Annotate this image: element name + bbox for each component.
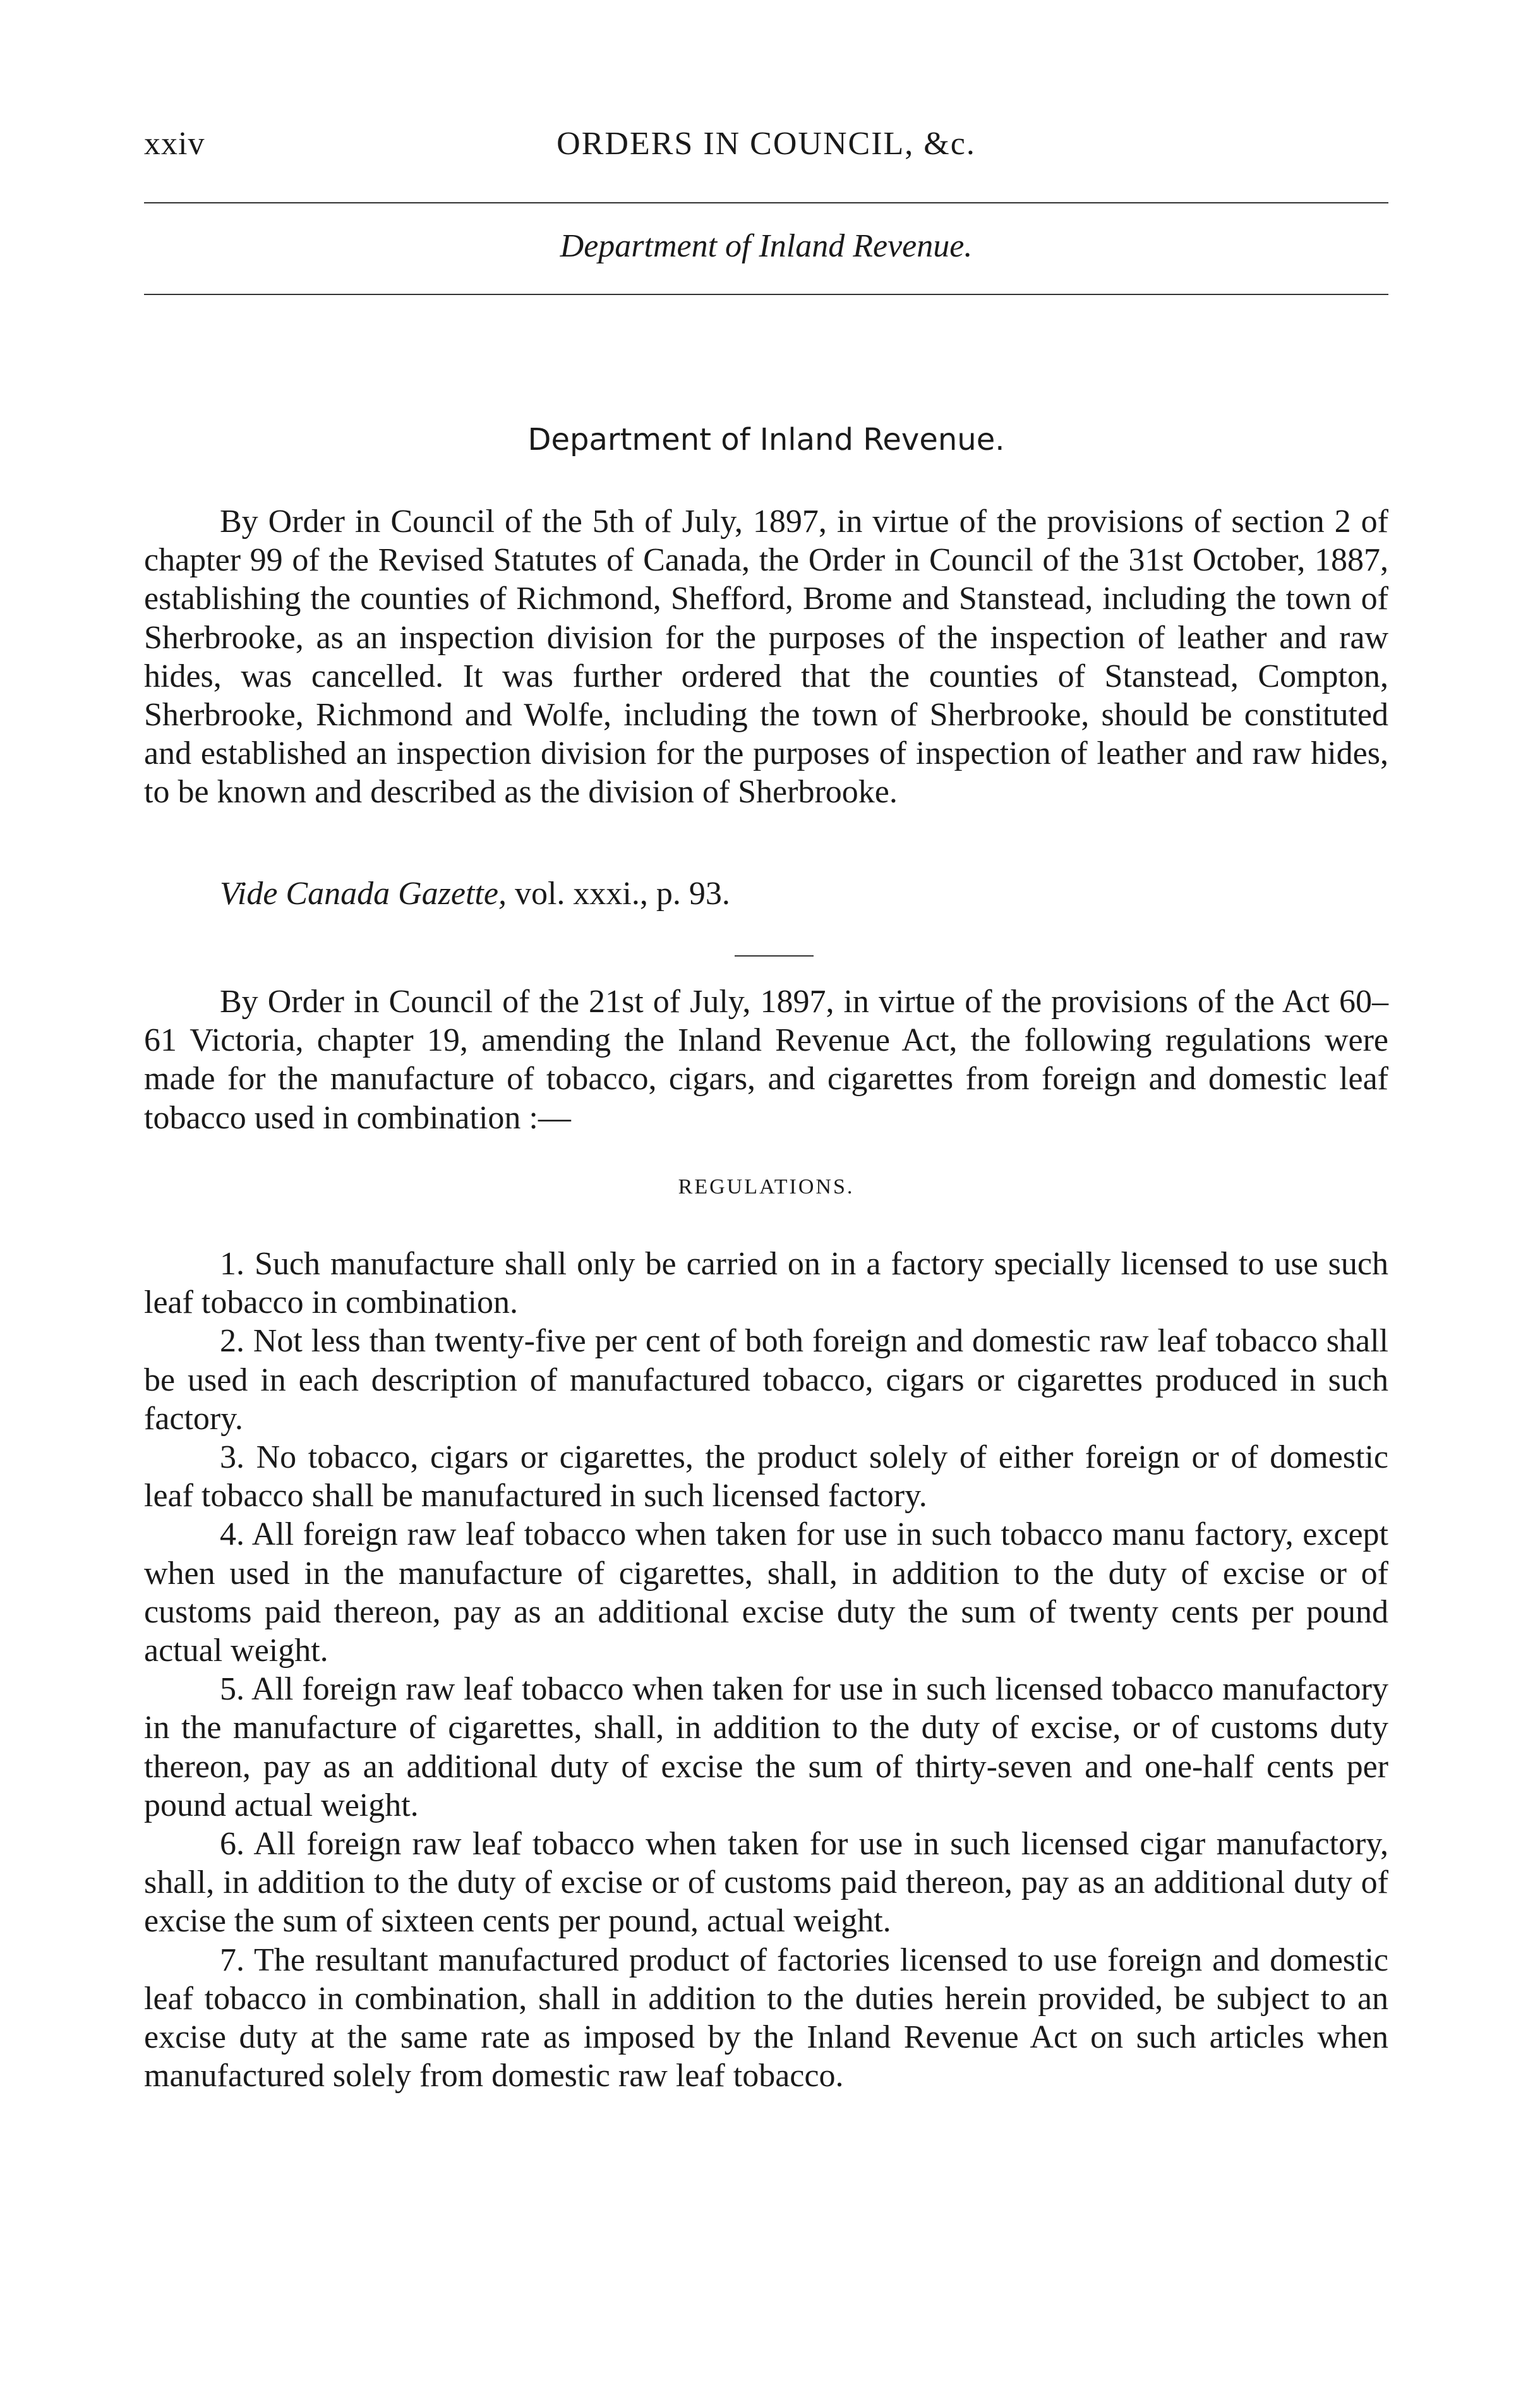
citation-prefix: Vide Canada Gazette, xyxy=(220,876,507,912)
regulations-heading: REGULATIONS. xyxy=(678,1175,855,1199)
section-divider xyxy=(735,955,814,957)
section-heading: Department of Inland Revenue. xyxy=(527,422,1005,457)
gazette-citation xyxy=(220,875,730,912)
regulation-item: 1. Such manufacture shall only be carried on in a factory specially licensed to use such leaf tobacco in combination. xyxy=(144,1246,1388,1321)
regulations-list xyxy=(144,1245,1388,2095)
regulation-item: 2. Not less than twenty-five per cent of both foreign and domestic raw leaf tobacco shall be used in each description of manufactured tobacco, cigars or cigarettes produced in such factory. xyxy=(144,1323,1388,1437)
order-paragraph-1 xyxy=(144,502,1388,812)
regulation-item: 6. All foreign raw leaf tobacco when taken for use in such licensed cigar manufactory, shall, in addition to the duty of excise or of customs paid thereon, pay as an additional duty of excise the sum of sixteen cents per pound, actual weight. xyxy=(144,1826,1388,1940)
regulation-item: 3. No tobacco, cigars or cigarettes, the product solely of either foreign or of domestic leaf tobacco shall be manufactured in such licensed factory. xyxy=(144,1439,1388,1514)
citation-suffix: vol. xxxi., p. 93. xyxy=(514,876,730,912)
running-header xyxy=(144,125,1388,169)
regulation-item: 4. All foreign raw leaf tobacco when taken for use in such tobacco manu factory, except when used in the manufacture of cigarettes, shall, in addition to the duty of excise or of customs paid thereon, pay as an additional excise duty the sum of twenty cents per pound actual weight. xyxy=(144,1516,1388,1669)
page-folio: xxiv xyxy=(144,126,205,162)
header-rule-top xyxy=(144,202,1388,203)
order-paragraph-2 xyxy=(144,982,1388,1137)
header-rule-bottom xyxy=(144,294,1388,295)
department-subheader: Department of Inland Revenue. xyxy=(560,228,973,264)
running-title: ORDERS IN COUNCIL, &c. xyxy=(556,126,976,162)
regulation-item: 7. The resultant manufactured product of factories licensed to use foreign and domestic leaf tobacco in combination, shall in addition to the duties herein provided, be subject to an excise duty at the same rate as imposed by the Inland Revenue Act on such articles when manufactured solely from domestic raw leaf tobacco. xyxy=(144,1942,1388,2094)
order-2-text: By Order in Council of the 21st of July, 1897, in virtue of the provisions of the Act 60–61 Victoria, chapter 19, amending the Inland Revenue Act, the following regulations were made for the manufacture of tobacco, cigars, and cigarettes from foreign and domestic leaf tobacco used in combination :— xyxy=(144,984,1388,1136)
regulation-item: 5. All foreign raw leaf tobacco when taken for use in such licensed tobacco manufactory in the manufacture of cigarettes, shall, in addition to the duty of excise, or of customs duty thereon, pay as an additional duty of excise the sum of thirty-seven and one-half cents per pound actual weight. xyxy=(144,1671,1388,1823)
order-1-text: By Order in Council of the 5th of July, 1897, in virtue of the provisions of section 2 of chapter 99 of the Revised Statutes of Canada, the Order in Council of the 31st October, 1887, establishing the counties of Richmond, Shefford, Brome and Stanstead, including the town of Sherbrooke, as an inspection division for the purposes of the inspection of leather and raw hides, was cancelled. It was further ordered that the counties of Stanstead, Compton, Sherbrooke, Richmond and Wolfe, including the town of Sherbrooke, should be constituted and established an inspection division for the purposes of inspection of leather and raw hides, to be known and described as the division of Sherbrooke. xyxy=(144,504,1388,811)
